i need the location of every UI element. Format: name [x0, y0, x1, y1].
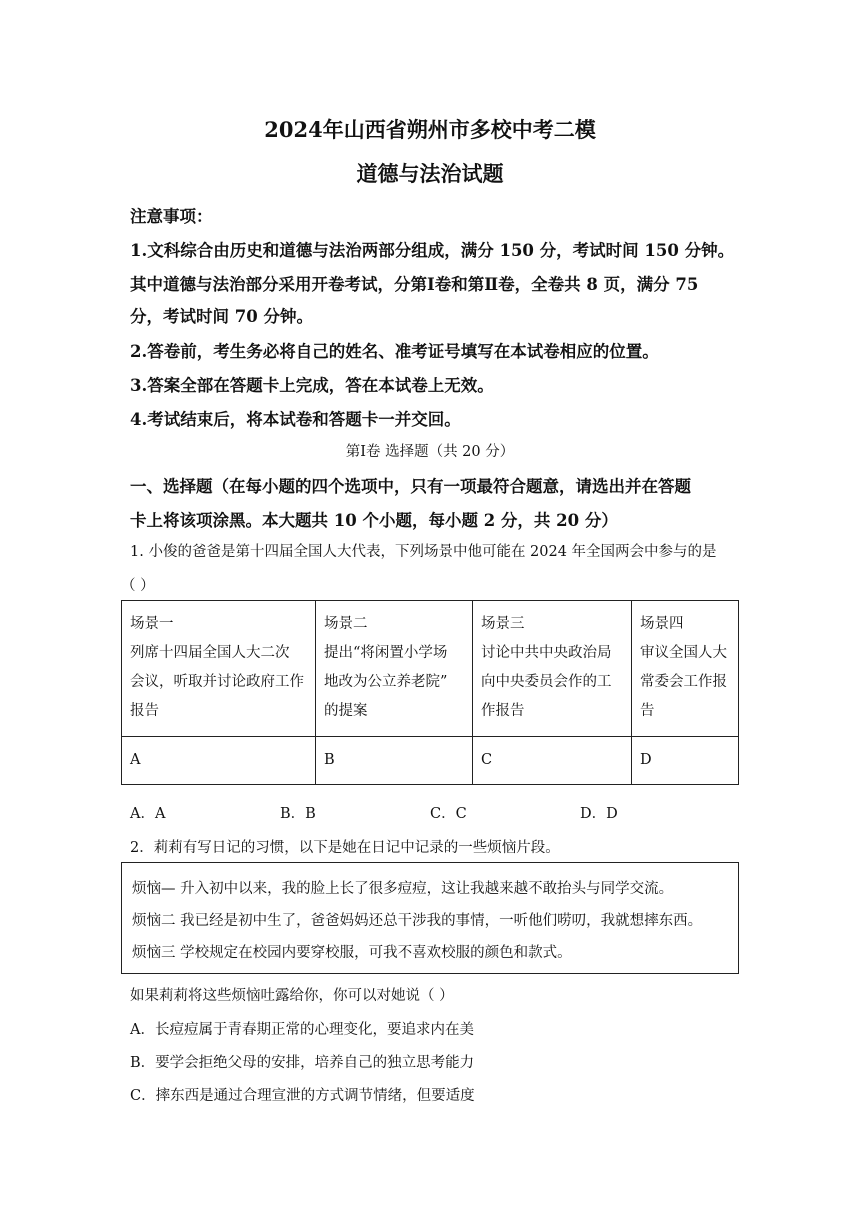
q1-answer-paren: （ ） — [121, 578, 155, 594]
scene-name: 场景二 — [324, 616, 368, 632]
scene-cell — [316, 601, 473, 737]
notice-line: 分，考试时间 70 分钟。 — [130, 307, 313, 326]
scene-cell — [473, 601, 632, 737]
notice-heading: 注意事项： — [130, 207, 213, 226]
q1-option-c: C．C — [430, 806, 467, 822]
q2-option-c: C．摔东西是通过合理宣泄的方式调节情绪，但要适度 — [130, 1088, 475, 1104]
scene-name: 场景一 — [130, 616, 174, 632]
scene-text: 列席十四届全国人大二次 — [130, 645, 290, 661]
q2-question: 如果莉莉将这些烦恼吐露给你，你可以对她说（ ） — [130, 988, 454, 1004]
section-title: 第Ⅰ卷 选择题（共 20 分） — [345, 444, 515, 460]
scene-text: 作报告 — [481, 703, 525, 719]
part-heading: 卡上将该项涂黑。本大题共 10 个小题，每小题 2 分，共 20 分） — [130, 511, 618, 530]
notice-line: 2.答卷前，考生务必将自己的姓名、准考证号填写在本试卷相应的位置。 — [130, 342, 659, 361]
q1-stem: 1. 小俊的爸爸是第十四届全国人大代表，下列场景中他可能在 2024 年全国两会中参与的是 — [130, 544, 717, 560]
scene-text: 的提案 — [324, 703, 368, 719]
scene-text: 讨论中共中央政治局 — [481, 645, 612, 661]
notice-line: 1.文科综合由历史和道德与法治两部分组成，满分 150 分，考试时间 150 分钟。 — [130, 241, 735, 260]
q1-option-a: A．A — [130, 806, 166, 822]
q1-option-d: D．D — [580, 806, 618, 822]
answer-cell: D — [632, 737, 739, 785]
notice-line: 4.考试结束后，将本试卷和答题卡一并交回。 — [130, 410, 461, 429]
q2-option-b: B．要学会拒绝父母的安排，培养自己的独立思考能力 — [130, 1055, 475, 1071]
answer-cell: C — [473, 737, 632, 785]
scene-text: 会议，听取并讨论政府工作 — [130, 674, 304, 690]
scene-text: 审议全国人大 — [640, 645, 727, 661]
scene-text: 提出“将闲置小学场 — [324, 645, 448, 661]
exam-subtitle: 道德与法治试题 — [356, 161, 504, 186]
q2-stem: 2．莉莉有写日记的习惯，以下是她在日记中记录的一些烦恼片段。 — [130, 840, 560, 856]
diary-line: 烦恼— 升入初中以来，我的脸上长了很多痘痘，这让我越来越不敢抬头与同学交流。 — [132, 881, 674, 897]
scene-name: 场景四 — [640, 616, 684, 632]
exam-title: 2024年山西省朔州市多校中考二模 — [264, 117, 596, 142]
part-heading: 一、选择题（在每小题的四个选项中，只有一项最符合题意，请选出并在答题 — [130, 477, 691, 496]
diary-line: 烦恼二 我已经是初中生了，爸爸妈妈还总干涉我的事情，一听他们唠叨，我就想摔东西。 — [132, 913, 703, 929]
scene-text: 向中央委员会作的工 — [481, 674, 612, 690]
scene-cell — [632, 601, 739, 737]
notice-line: 3.答案全部在答题卡上完成，答在本试卷上无效。 — [130, 376, 494, 395]
scene-cell — [122, 601, 316, 737]
scene-text: 地改为公立养老院” — [324, 674, 448, 690]
q2-diary-box — [121, 862, 739, 974]
scene-text: 常委会工作报 — [640, 674, 727, 690]
answer-cell: A — [122, 737, 316, 785]
answer-cell: B — [316, 737, 473, 785]
scene-name: 场景三 — [481, 616, 525, 632]
notice-line: 其中道德与法治部分采用开卷考试，分第Ⅰ卷和第Ⅱ卷，全卷共 8 页，满分 75 — [130, 275, 699, 294]
q2-option-a: A．长痘痘属于青春期正常的心理变化，要追求内在美 — [130, 1022, 474, 1038]
scene-text: 报告 — [130, 703, 159, 719]
diary-line: 烦恼三 学校规定在校园内要穿校服，可我不喜欢校服的颜色和款式。 — [132, 945, 572, 961]
scene-text: 告 — [640, 703, 655, 719]
q1-scene-table — [121, 600, 739, 785]
q1-option-b: B．B — [280, 806, 316, 822]
